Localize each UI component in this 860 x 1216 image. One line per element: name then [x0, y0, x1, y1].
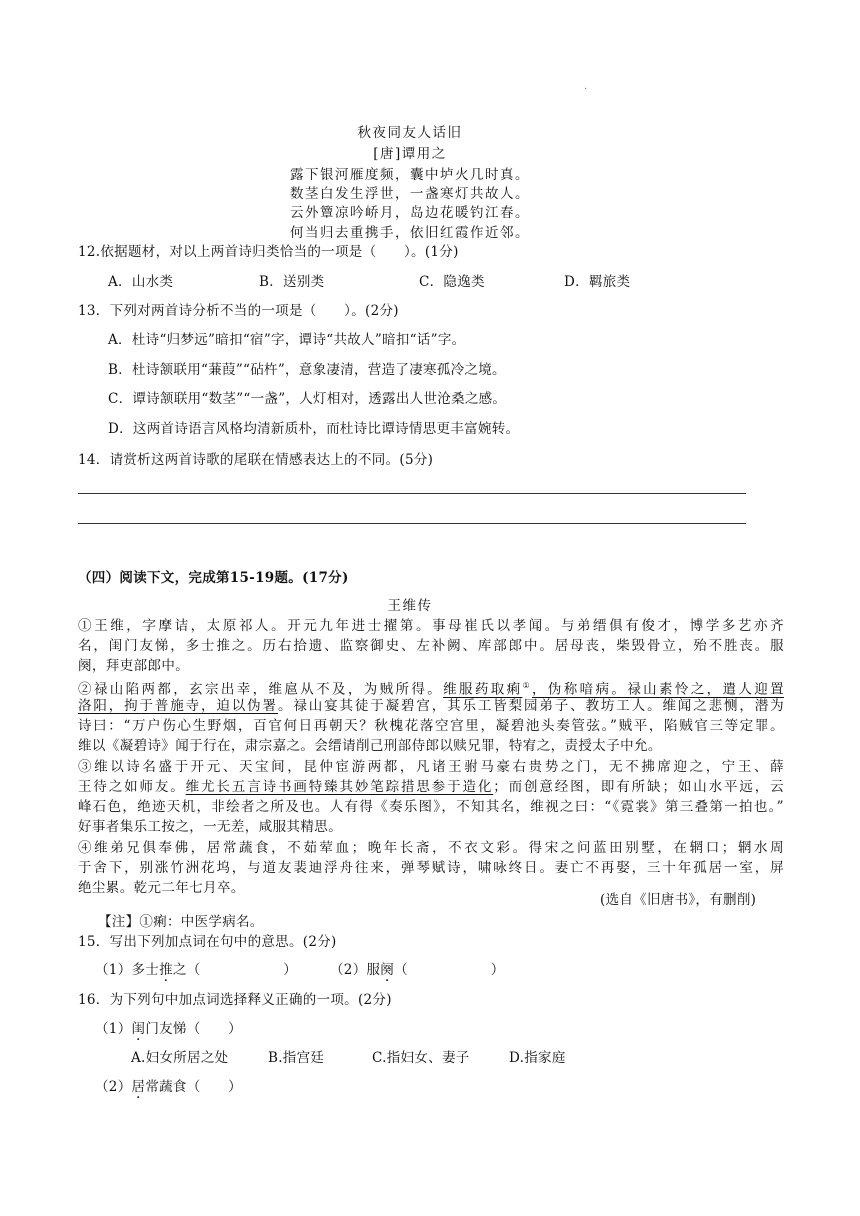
q13-option-b: B．杜诗颔联用“蒹葭”“砧杵”，意象凄清，营造了凄寒孤冷之境。	[108, 362, 506, 378]
para-3-line: 峰石色，绝迹天机，非绘者之所及也。人有得《奏乐图》，不知其名，维视之曰：“《霓裳》第三叠第一拍也。”	[78, 799, 784, 815]
poem-author: [唐]谭用之	[373, 146, 447, 162]
underlined-sentence: 维尤长五言诗书画特臻其妙笔踪措思参于造化	[185, 779, 494, 795]
q16-option-c: C.指妇女、妻子	[372, 1050, 470, 1066]
para-1-line: 名，闺门友悌，多士推之。历右拾遗、监察御史、左补阙、库部郎中。居母丧，柴毁骨立，殆不胜丧。服	[78, 638, 784, 654]
para-2-line: 维以《凝碧诗》闻于行在，肃宗嘉之。会缙请削己刑部侍郎以赎兄罪，特宥之，责授太子中允。	[78, 738, 662, 754]
para-1-line: 阕，拜吏部郎中。	[78, 658, 190, 674]
q16-option-a: A.妇女所居之处	[131, 1050, 229, 1066]
question-12: 12.依据题材，对以上两首诗归类恰当的一项是（ ）。(1分)	[78, 244, 459, 260]
para-2-line: 洛阳，拘于普施寺，迫以伪署。禄山宴其徒于凝碧宫，其乐工皆梨园弟子、教坊工人。维闻之悲恻，潜为	[78, 698, 785, 714]
para-3-line: 王待之如师友。维尤长五言诗书画特臻其妙笔踪措思参于造化；而创意经图，即有所缺；如山水平远，云	[78, 779, 784, 795]
answer-line	[78, 523, 746, 524]
para-3-line: ③维以诗名盛于开元、天宝间，昆仲宦游两都，凡诸王驸马豪右贵势之门，无不拂席迎之，宁王、薛	[78, 759, 784, 775]
section-heading: （四）阅读下文，完成第15-19题。(17分)	[78, 570, 349, 586]
q13-option-d: D．这两首诗语言风格均清新质朴，而杜诗比谭诗情思更丰富婉转。	[108, 421, 520, 437]
article-title: 王维传	[387, 598, 433, 614]
para-4-line: 于舍下，别涨竹洲花坞，与道友裴迪浮舟往来，弹琴赋诗，啸咏终日。妻亡不再娶，三十年孤居一室，屏	[78, 860, 784, 876]
answer-line	[78, 493, 746, 494]
para-1-line: ①王维，字摩诘，太原祁人。开元九年进士擢第。事母崔氏以孝闻。与弟缙俱有俊才，博学多艺亦齐	[78, 618, 784, 634]
q12-option-a: A．山水类	[108, 274, 174, 290]
poem-line: 何当归去重携手，依旧红霞作近邻。	[290, 225, 530, 241]
q16-item-1: （1）闺门友悌（ ）	[95, 1021, 242, 1037]
underlined-sentence: ，伪称喑病。禄山素怜之，遣人迎置	[532, 681, 785, 698]
poem-title: 秋夜同友人话旧	[357, 125, 463, 141]
question-14: 14．请赏析这两首诗歌的尾联在情感表达上的不同。(5分)	[78, 452, 434, 468]
dotted-word: 闺	[131, 1021, 146, 1037]
page-mark: ·	[584, 84, 588, 95]
poem-line: 露下银河雁度频，囊中垆火几时真。	[290, 167, 530, 183]
q12-option-d: D．羁旅类	[564, 274, 631, 290]
para-2-line: 诗曰：“万户伤心生野烟，百官何日再朝天？秋槐花落空宫里，凝碧池头奏管弦。”贼平，陷贼官三等定罪。	[78, 718, 784, 734]
question-16: 16．为下列句中加点词选择释义正确的一项。(2分)	[78, 992, 392, 1008]
q12-option-b: B．送别类	[259, 274, 325, 290]
q13-option-a: A．杜诗“归梦远”暗扣“宿”字，谭诗“共故人”暗扣“话”字。	[108, 332, 466, 348]
para-2-line: ②禄山陷两都，玄宗出幸，维扈从不及，为贼所得。维服药取痢①，伪称喑病。禄山素怜之，遣人迎置	[78, 681, 785, 698]
q16-item-2: （2）居常蔬食（ ）	[95, 1079, 242, 1095]
dotted-word: 居	[131, 1079, 146, 1095]
footnote: 【注】①痢：中医学病名。	[98, 914, 264, 930]
poem-line: 云外簟凉吟峤月，岛边花暖钓江春。	[290, 205, 530, 221]
q16-option-d: D.指家庭	[509, 1050, 566, 1066]
underlined-sentence: 洛阳，拘于普施寺，迫以伪署	[78, 698, 278, 714]
q13-option-c: C．谭诗颔联用“数茎”“一盏”，人灯相对，透露出人世沧桑之感。	[108, 391, 507, 407]
poem-line: 数茎白发生浮世，一盏寒灯共故人。	[290, 186, 530, 202]
question-13: 13．下列对两首诗分析不当的一项是（ ）。(2分)	[78, 303, 399, 319]
para-3-line: 好事者集乐工按之，一无差，咸服其精思。	[78, 819, 343, 835]
underlined-sentence: 维服药取痢	[443, 681, 523, 698]
para-4-line: 绝尘累。乾元二年七月卒。	[78, 880, 245, 896]
source-citation: (选自《旧唐书》，有删削)	[600, 892, 757, 908]
q15-item-2: （2）服阕（ ）	[330, 962, 505, 978]
q16-option-b: B.指宫廷	[268, 1050, 325, 1066]
para-4-line: ④维弟兄俱奉佛，居常蔬食，不茹荤血；晚年长斋，不衣文彩。得宋之问蓝田别墅，在辋口；辋水周	[78, 840, 784, 856]
dotted-word: 推	[159, 962, 173, 978]
question-15: 15．写出下列加点词在句中的意思。(2分)	[78, 934, 337, 950]
footnote-mark: ①	[522, 681, 533, 690]
q15-item-1: （1）多士推之（ ）	[95, 962, 298, 978]
dotted-word: 阕	[380, 962, 395, 978]
q12-option-c: C．隐逸类	[419, 274, 485, 290]
